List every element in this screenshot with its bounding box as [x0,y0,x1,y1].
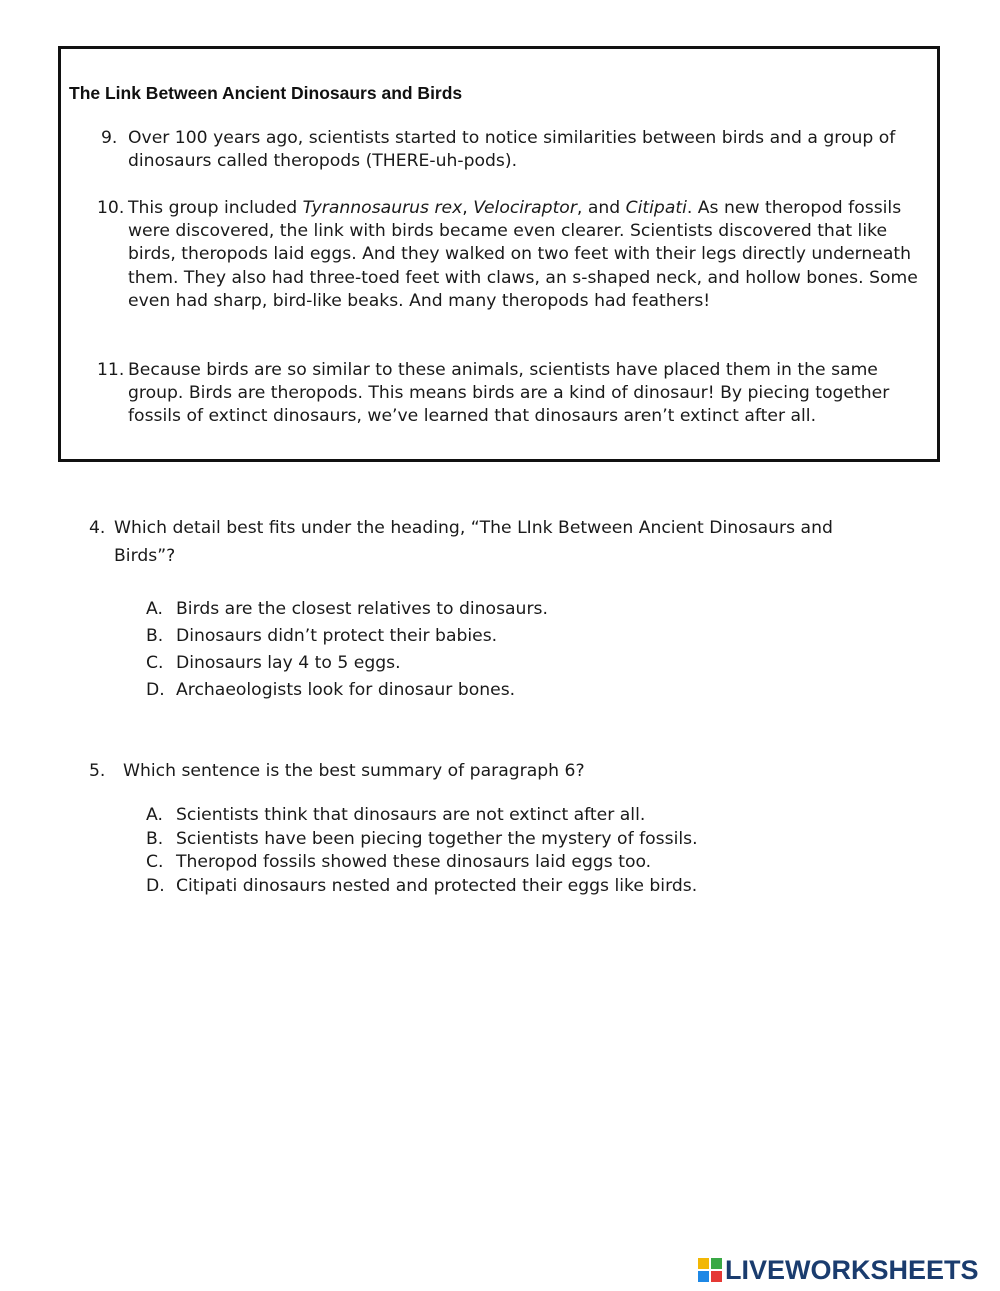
question-5-options [146,804,698,898]
passage-title: The Link Between Ancient Dinosaurs and Birds [69,83,463,103]
passage-box [58,46,940,462]
option-b[interactable] [146,623,548,650]
option-letter: B. [146,828,164,849]
option-c[interactable] [146,650,548,677]
option-text: Birds are the closest relatives to dinosaurs. [176,599,548,619]
option-text: Dinosaurs lay 4 to 5 eggs. [176,653,401,673]
option-letter: B. [146,626,164,646]
question-5 [89,757,585,785]
question-text: Which detail best fits under the heading, “The LInk Between Ancient Dinosaurs and Birds”? [114,518,833,566]
option-letter: D. [146,680,165,700]
option-d[interactable] [146,875,698,899]
option-letter: A. [146,805,163,825]
paragraph-number: 10. [97,198,125,218]
option-d[interactable] [146,677,548,704]
option-text: Scientists think that dinosaurs are not extinct after all. [176,805,646,825]
species-name: Velociraptor [473,198,577,218]
liveworksheets-logo-icon [698,1258,722,1282]
option-c[interactable] [146,851,698,875]
paragraph-text [128,127,935,173]
paragraph-segment: Because birds are so similar to these animals, scientists have placed them in the same group. Birds are theropods. This means birds are a kind of dinosaur! By piecing together fossils of extinct dinosaurs, we’ve learned that dinosaurs aren’t extinct after all. [128,360,890,427]
option-text: Theropod fossils showed these dinosaurs laid eggs too. [176,852,652,872]
paragraph-segment: This group included [128,198,303,218]
option-letter: A. [146,599,163,619]
option-text: Dinosaurs didn’t protect their babies. [176,626,498,646]
species-name: Tyrannosaurus rex [302,198,463,218]
paragraph-number: 9. [101,128,118,148]
paragraph-text [128,359,935,429]
option-letter: C. [146,653,164,673]
species-name: Citipati [625,198,687,218]
option-letter: D. [146,875,165,896]
paragraph-number: 11. [97,360,125,380]
paragraph-segment: . As new theropod fossils were discovered, the link with birds became even clearer. Scientists discovered that like birds, theropods laid eggs. And they walked on two feet with their legs directly underneath them. They also had three-toed feet with claws, an s-shaped neck, and hollow bones. Some even had sharp, bird-like beaks. And many theropods had feathers! [128,198,918,311]
option-text: Archaeologists look for dinosaur bones. [176,680,516,700]
question-number: 5. [89,761,106,781]
question-4-options [146,596,548,704]
paragraph-9 [97,127,935,173]
paragraph-segment: , and [576,198,626,218]
option-a[interactable] [146,804,698,828]
option-letter: C. [146,852,164,872]
question-number: 4. [89,518,106,538]
liveworksheets-watermark [698,1255,979,1285]
paragraph-segment: Over 100 years ago, scientists started to notice similarities between birds and a group of dinosaurs called theropods (THERE-uh-pods). [128,128,896,172]
question-text: Which sentence is the best summary of paragraph 6? [123,761,585,781]
option-text: Scientists have been piecing together the mystery of fossils. [176,828,698,849]
paragraph-11 [97,359,935,429]
option-a[interactable] [146,596,548,623]
paragraph-10 [97,197,935,313]
option-b[interactable] [146,828,698,852]
paragraph-text [128,197,935,313]
option-text: Citipati dinosaurs nested and protected their eggs like birds. [176,875,698,896]
paragraph-segment: , [462,198,474,218]
question-4 [89,514,869,570]
liveworksheets-text: LIVEWORKSHEETS [725,1254,979,1285]
